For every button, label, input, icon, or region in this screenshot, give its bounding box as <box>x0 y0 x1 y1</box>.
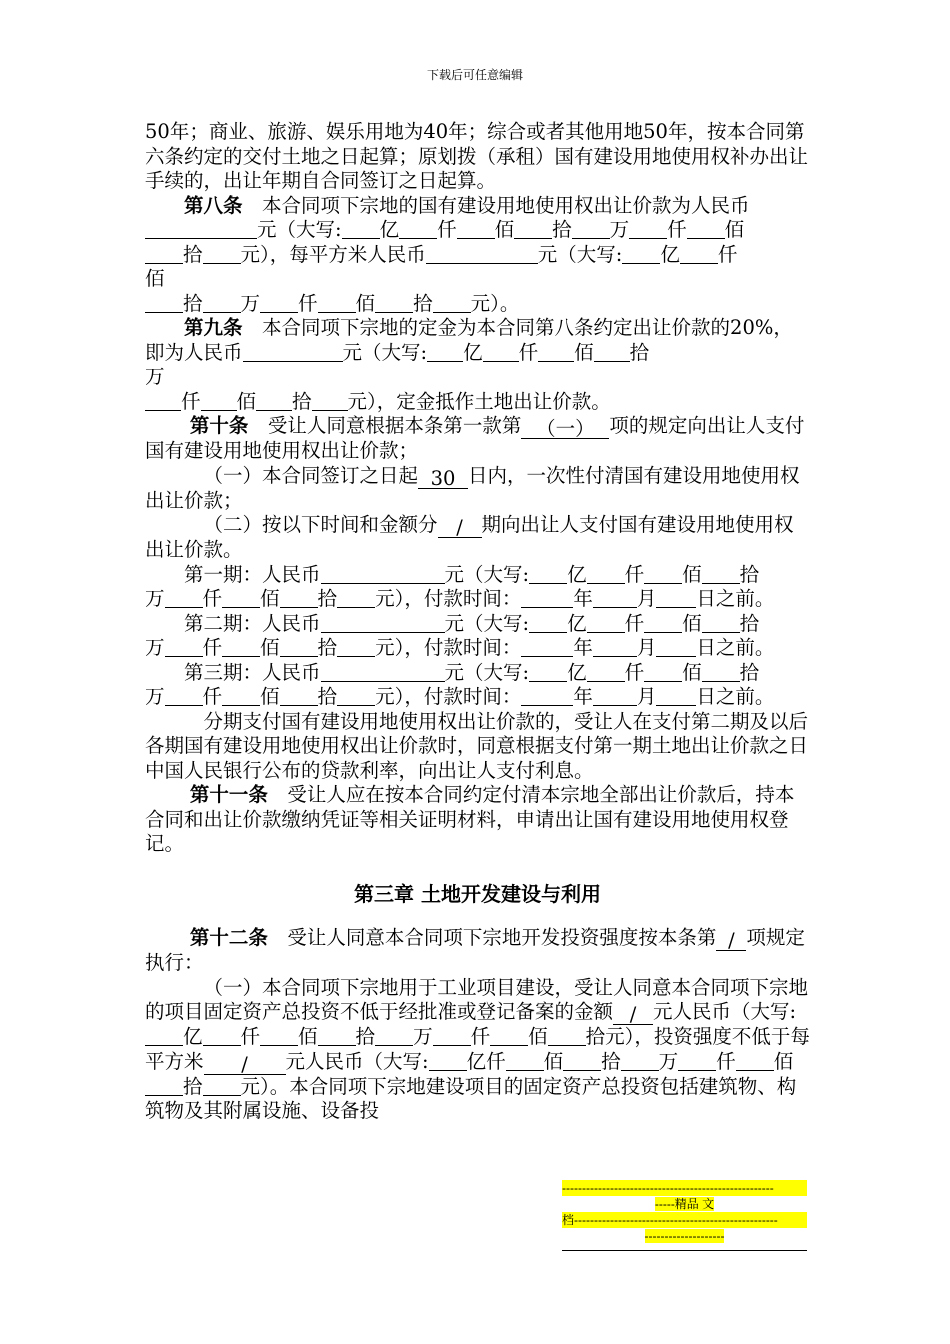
unit: 拾 <box>413 291 433 315</box>
footer-text-end: -------------------- <box>644 1229 725 1243</box>
unit: 亿 <box>567 611 587 635</box>
blank <box>529 565 567 584</box>
unit: 拾 <box>355 1025 376 1048</box>
article-11-text: 受让人应在按本合同约定付清本宗地全部出让价款后，持本合同和出让价款缴纳凭证等相关证明材料，申请出让国有建设用地使用权登记。 <box>145 783 795 855</box>
text: 元（大写: <box>444 611 530 635</box>
text: 元），定金抵作土地出让价款。 <box>347 389 611 413</box>
blank <box>145 245 183 264</box>
blank <box>587 565 625 584</box>
blank <box>529 663 567 682</box>
blank <box>222 589 260 608</box>
blank <box>629 220 667 239</box>
article-9-text-a: 本合同项下宗地的定金为本合同第八条约定出让价款的20%，即为人民币 <box>145 316 793 364</box>
blank <box>587 614 625 633</box>
unit: 月 <box>636 685 657 708</box>
blank <box>644 565 682 584</box>
text: 元）。本合同项下宗地建设项目的固定资产总投资包括建筑物、构筑物及其附属设施、设备投 <box>145 1074 797 1122</box>
unit: 佰 <box>260 685 280 708</box>
blank <box>203 294 241 313</box>
blank <box>321 663 445 682</box>
blank <box>678 1052 716 1071</box>
unit: 万 <box>145 587 165 610</box>
unit: 佰 <box>682 611 702 635</box>
article-8 <box>145 194 810 317</box>
blank <box>337 687 375 706</box>
unit: 仟 <box>202 636 223 659</box>
unit: 佰 <box>145 267 165 290</box>
footer-text: -----精品 文 <box>654 1197 715 1211</box>
days-blank: 30 <box>418 470 468 489</box>
article-10 <box>145 414 810 464</box>
blank <box>165 638 203 657</box>
blank <box>656 638 696 657</box>
footer-line-3: 档--------------------------------------------------- <box>562 1212 807 1228</box>
blank <box>687 220 725 239</box>
blank <box>644 614 682 633</box>
text: 期向出让人支付国有建设用地使用权出让价款。 <box>145 513 794 561</box>
unit: 仟 <box>624 562 645 586</box>
article-12-title: 第十二条 <box>189 926 268 949</box>
blank <box>375 294 413 313</box>
unit: 仟 <box>486 1049 506 1073</box>
unit: 仟 <box>298 291 318 315</box>
blank <box>201 392 237 411</box>
installment-1 <box>145 563 810 612</box>
article-10-item-2 <box>145 513 810 563</box>
blank <box>563 1052 601 1071</box>
blank <box>587 663 625 682</box>
blank <box>490 1027 528 1046</box>
unit: 佰 <box>298 1025 318 1048</box>
choice-blank: （一） <box>521 420 609 439</box>
text: 第三期：人民币 <box>184 660 321 684</box>
unit: 亿 <box>463 340 483 364</box>
unit: 拾 <box>183 1074 203 1098</box>
unit: 拾 <box>629 340 650 364</box>
document-body <box>145 120 810 1124</box>
unit: 拾 <box>552 218 572 241</box>
unit: 日之前。 <box>696 685 775 708</box>
text: 元），每平方米人民币 <box>240 242 426 266</box>
blank <box>457 220 495 239</box>
footer-line-2 <box>562 1196 807 1212</box>
blank <box>429 1052 467 1071</box>
blank <box>342 220 380 239</box>
unit: 佰 <box>355 291 376 315</box>
unit: 拾 <box>183 242 203 266</box>
blank <box>656 589 696 608</box>
unit: 佰 <box>682 562 702 586</box>
blank <box>736 1052 774 1071</box>
blank <box>337 638 375 657</box>
unit: 亿 <box>183 1025 203 1048</box>
blank <box>656 687 696 706</box>
text: （二）按以下时间和金额分 <box>203 513 438 536</box>
blank <box>622 245 660 264</box>
footer-line-1: ----------------------------------------------------- <box>562 1180 807 1196</box>
blank <box>260 1027 298 1046</box>
blank <box>145 392 181 411</box>
blank <box>521 638 573 657</box>
blank <box>321 614 445 633</box>
unit: 佰 <box>260 636 280 659</box>
unit: 佰 <box>682 660 702 684</box>
unit: 亿 <box>379 218 400 241</box>
unit: 亿 <box>567 660 587 684</box>
unit: 万 <box>658 1049 679 1073</box>
unit: 佰 <box>574 340 594 364</box>
blank <box>593 638 637 657</box>
footer-rule <box>562 1250 807 1251</box>
article-9-title: 第九条 <box>184 316 243 339</box>
blank <box>145 294 183 313</box>
text: 元（大写: <box>444 660 530 684</box>
unit: 万 <box>413 1025 433 1048</box>
article-10-title: 第十条 <box>189 414 249 437</box>
interest-paragraph: 分期支付国有建设用地使用权出让价款的，受让人在支付第二期及以后各期国有建设用地使用权出让价款时，同意根据支付第一期土地出让价款之日中国人民银行公布的贷款利率，向出让人支付利息。 <box>145 709 809 782</box>
text: 元人民币（大写: <box>285 1049 429 1073</box>
intro-paragraph: 50年；商业、旅游、娱乐用地为40年；综合或者其他用地50年，按本合同第六条约定的交付土地之日起算；原划拨（承租）国有建设用地使用权补办出让手续的，出让年期自合同签订之日起算。 <box>145 120 809 192</box>
chapter-title: 第三章 土地开发建设与利用 <box>354 881 601 906</box>
article-8-text-a: 本合同项下宗地的国有建设用地使用权出让价款为人民币 <box>262 193 750 217</box>
article-9 <box>145 316 810 414</box>
blank <box>312 392 348 411</box>
blank <box>399 220 437 239</box>
installment-3 <box>145 661 810 710</box>
text: 元（大写: <box>537 242 623 266</box>
article-10-item-1 <box>145 464 810 514</box>
text: 元），付款时间： <box>375 685 522 708</box>
unit: 佰 <box>773 1049 794 1073</box>
text: 元），投资强度不低于每平方米 <box>145 1025 810 1073</box>
blank <box>702 614 740 633</box>
blank <box>529 614 567 633</box>
blank <box>433 1027 471 1046</box>
blank <box>145 220 257 239</box>
blank <box>318 294 356 313</box>
blank <box>280 687 318 706</box>
unit: 日之前。 <box>696 636 775 659</box>
unit: 年 <box>573 587 593 610</box>
text: 元（大写: <box>444 562 530 586</box>
footer-line-4 <box>562 1228 807 1244</box>
unit: 万 <box>145 636 165 659</box>
article-10-text-a: 受让人同意根据本条第一款第 <box>267 414 522 437</box>
unit: 拾 <box>317 636 338 659</box>
blank <box>521 589 573 608</box>
slash-blank: / <box>438 519 482 538</box>
article-11-title: 第十一条 <box>189 783 268 806</box>
unit: 仟 <box>518 340 539 364</box>
unit: 仟 <box>716 1049 736 1073</box>
unit: 拾 <box>292 389 312 413</box>
unit: 拾 <box>601 1049 621 1073</box>
installment-2 <box>145 612 810 661</box>
page-header: 下载后可任意编辑 <box>426 68 523 82</box>
unit: 万 <box>145 365 165 388</box>
text: 元（大写: <box>257 218 342 241</box>
article-10-text-b: 项的规定向出让人支付国有建设用地使用权出让价款； <box>145 414 805 462</box>
slash-blank: / <box>613 1006 653 1025</box>
unit: 年 <box>573 685 593 708</box>
unit: 佰 <box>260 587 280 610</box>
unit: 仟 <box>202 587 223 610</box>
blank <box>594 343 630 362</box>
text: 元（大写: <box>342 340 428 364</box>
unit: 万 <box>145 685 165 708</box>
unit: 拾 <box>317 587 338 610</box>
unit: 仟 <box>667 218 687 241</box>
blank <box>256 392 292 411</box>
text: 元人民币（大写: <box>653 1000 797 1023</box>
blank <box>433 294 471 313</box>
unit: 仟 <box>202 685 223 708</box>
blank <box>644 663 682 682</box>
text: （一）本合同签订之日起 <box>203 463 419 487</box>
footer-watermark <box>562 1180 807 1251</box>
unit: 佰 <box>494 218 515 241</box>
unit: 佰 <box>236 389 257 413</box>
text: 元）。 <box>470 291 520 315</box>
unit: 仟 <box>181 389 201 413</box>
unit: 亿 <box>660 242 680 266</box>
unit: 日之前。 <box>696 587 775 610</box>
slash-blank: / <box>204 1056 286 1075</box>
unit: 年 <box>573 636 593 659</box>
blank <box>321 565 445 584</box>
unit: 万 <box>240 291 261 315</box>
text: 第一期：人民币 <box>184 562 321 586</box>
unit: 月 <box>636 587 657 610</box>
text: 元），付款时间： <box>375 636 522 659</box>
blank <box>427 343 463 362</box>
blank <box>145 1077 183 1096</box>
article-11 <box>145 783 810 857</box>
blank <box>593 687 637 706</box>
unit: 仟 <box>240 1025 261 1048</box>
unit: 佰 <box>528 1025 548 1048</box>
blank <box>222 638 260 657</box>
blank <box>318 1027 356 1046</box>
unit: 仟 <box>437 218 457 241</box>
article-12 <box>145 926 810 976</box>
blank <box>621 1052 659 1071</box>
blank <box>538 343 574 362</box>
unit: 佰 <box>543 1049 564 1073</box>
unit: 仟 <box>624 660 645 684</box>
unit: 仟 <box>717 242 738 266</box>
blank <box>260 294 298 313</box>
article-8-title: 第八条 <box>184 193 243 217</box>
blank <box>426 245 538 264</box>
blank <box>243 343 343 362</box>
unit: 拾 <box>739 611 760 635</box>
text: （一）本合同项下宗地用于工业项目建设，受让人同意本合同项下宗地的项目固定资产总投资不低于经批准或登记备案的金额 <box>145 975 809 1023</box>
unit: 拾 <box>317 685 338 708</box>
unit: 万 <box>609 218 630 241</box>
article-12-item-1 <box>145 976 810 1124</box>
blank <box>572 220 610 239</box>
blank <box>203 1027 241 1046</box>
blank <box>702 565 740 584</box>
unit: 拾 <box>739 660 760 684</box>
blank <box>521 687 573 706</box>
blank <box>222 687 260 706</box>
blank <box>337 589 375 608</box>
blank <box>375 1027 413 1046</box>
text: 元），付款时间： <box>375 587 522 610</box>
blank <box>680 245 718 264</box>
blank <box>165 589 203 608</box>
article-12-text-a: 受让人同意本合同项下宗地开发投资强度按本条第 <box>287 926 717 949</box>
blank <box>593 589 637 608</box>
blank <box>548 1027 586 1046</box>
unit: 月 <box>636 636 657 659</box>
unit: 亿 <box>567 562 587 586</box>
text: 日内，一次性付清国有建设用地使用权出让价款； <box>145 463 800 512</box>
blank <box>203 1077 241 1096</box>
unit: 拾 <box>183 291 203 315</box>
blank <box>702 663 740 682</box>
blank <box>514 220 552 239</box>
blank <box>506 1052 544 1071</box>
text: 第二期：人民币 <box>184 611 321 635</box>
blank <box>145 1027 183 1046</box>
unit: 仟 <box>470 1025 491 1048</box>
blank <box>280 638 318 657</box>
unit: 佰 <box>724 218 745 241</box>
blank <box>280 589 318 608</box>
blank <box>203 245 241 264</box>
unit: 亿 <box>466 1049 487 1073</box>
unit: 仟 <box>624 611 645 635</box>
blank <box>165 687 203 706</box>
unit: 拾 <box>739 562 760 586</box>
slash-blank: / <box>716 932 746 951</box>
unit: 拾 <box>585 1025 606 1048</box>
blank <box>483 343 519 362</box>
article-12-text-b: 项规定执行： <box>145 926 805 974</box>
